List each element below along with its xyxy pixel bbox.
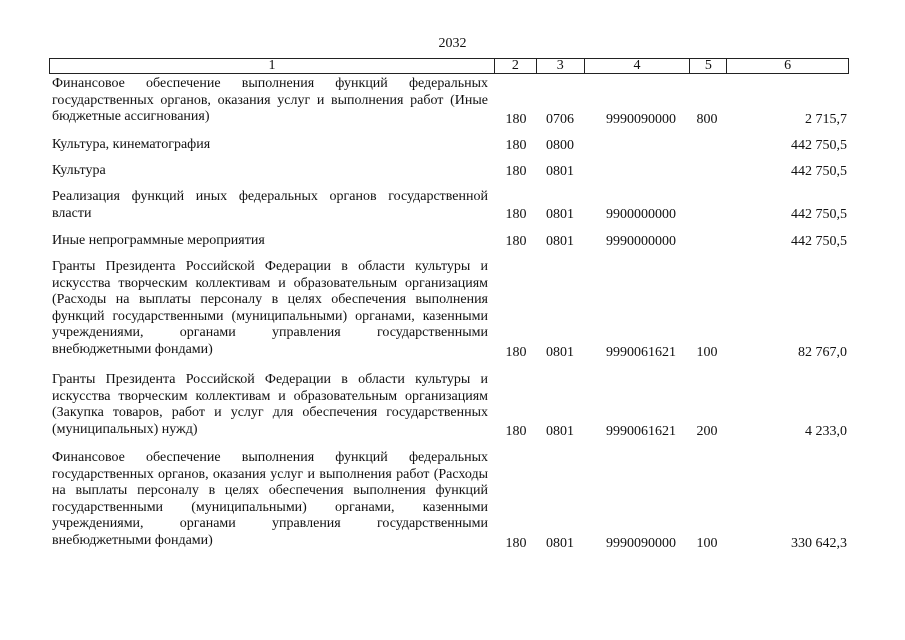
header-col-3: 3 bbox=[537, 59, 585, 73]
header-col-4: 4 bbox=[585, 59, 691, 73]
row-col-3: 0800 bbox=[546, 138, 574, 153]
table-row bbox=[49, 259, 849, 361]
row-description: Реализация функций иных федеральных органов государственной власти bbox=[52, 189, 488, 221]
table-row bbox=[49, 137, 849, 154]
row-col-2: 180 bbox=[505, 164, 527, 179]
row-col-3: 0801 bbox=[546, 345, 574, 360]
row-col-4: 9990061621 bbox=[606, 424, 676, 439]
row-col-4: 9990090000 bbox=[606, 112, 676, 127]
row-description: Культура, кинематография bbox=[52, 137, 211, 152]
row-col-2: 180 bbox=[505, 138, 527, 153]
row-col-2: 180 bbox=[505, 207, 527, 222]
header-col-6: 6 bbox=[784, 58, 792, 73]
row-col-6: 442 750,5 bbox=[791, 164, 847, 179]
row-col-6: 330 642,3 bbox=[791, 536, 847, 551]
row-col-6: 4 233,0 bbox=[805, 424, 847, 439]
row-col-3: 0801 bbox=[546, 207, 574, 222]
row-col-3: 0801 bbox=[546, 424, 574, 439]
row-description: Гранты Президента Российской Федерации в области культуры и искусства творческим коллективам и образовательным организациям (Расходы на выплаты персоналу в целях обеспечения выполнения функций государственными (муниципальными) органами, казенными учреждениями, органами управления государственными внебюджетными фондами) bbox=[52, 259, 488, 357]
row-description: Иные непрограммные мероприятия bbox=[52, 233, 265, 248]
table-row bbox=[49, 189, 849, 223]
row-col-3: 0801 bbox=[546, 164, 574, 179]
row-col-2: 180 bbox=[505, 424, 527, 439]
header-col-1: 1 bbox=[50, 59, 495, 73]
row-col-2: 180 bbox=[505, 345, 527, 360]
table-row bbox=[49, 233, 849, 250]
row-col-3: 0801 bbox=[546, 536, 574, 551]
row-col-6: 442 750,5 bbox=[791, 234, 847, 249]
row-col-5: 100 bbox=[696, 536, 718, 551]
row-col-2: 180 bbox=[505, 112, 527, 127]
row-col-2: 180 bbox=[505, 234, 527, 249]
table-row bbox=[49, 450, 849, 552]
header-col-5: 5 bbox=[690, 59, 727, 73]
row-col-6: 442 750,5 bbox=[791, 207, 847, 222]
row-col-6: 2 715,7 bbox=[805, 112, 847, 127]
row-col-3: 0801 bbox=[546, 234, 574, 249]
row-col-2: 180 bbox=[505, 536, 527, 551]
page-number: 2032 bbox=[438, 36, 467, 51]
row-description: Культура bbox=[52, 163, 106, 178]
table-row bbox=[49, 372, 849, 440]
row-description: Финансовое обеспечение выполнения функций федеральных государственных органов, оказания услуг и выполнения работ (Иные бюджетные ассигнования) bbox=[52, 76, 488, 124]
row-col-5: 100 bbox=[696, 345, 718, 360]
row-col-5: 800 bbox=[696, 112, 718, 127]
row-description: Гранты Президента Российской Федерации в области культуры и искусства творческим коллективам и образовательным организациям (Закупка товаров, работ и услуг для обеспечения государственных (муниципальных) нужд) bbox=[52, 372, 488, 437]
row-col-5: 200 bbox=[696, 424, 718, 439]
row-col-4: 9900000000 bbox=[606, 207, 676, 222]
row-description: Финансовое обеспечение выполнения функций федеральных государственных органов, оказания услуг и выполнения работ (Расходы на выплаты персоналу в целях обеспечения выполнения функций государственными (муниципальными) органами, казенными учреждениями, органами управления государственными внебюджетными фондами) bbox=[52, 450, 488, 548]
header-col-2: 2 bbox=[495, 59, 537, 73]
row-col-3: 0706 bbox=[546, 112, 574, 127]
row-col-6: 82 767,0 bbox=[798, 345, 847, 360]
table-header bbox=[49, 58, 849, 74]
row-col-4: 9990061621 bbox=[606, 345, 676, 360]
row-col-6: 442 750,5 bbox=[791, 138, 847, 153]
table-row bbox=[49, 76, 849, 128]
row-col-4: 9990000000 bbox=[606, 234, 676, 249]
table-row bbox=[49, 163, 849, 180]
row-col-4: 9990090000 bbox=[606, 536, 676, 551]
